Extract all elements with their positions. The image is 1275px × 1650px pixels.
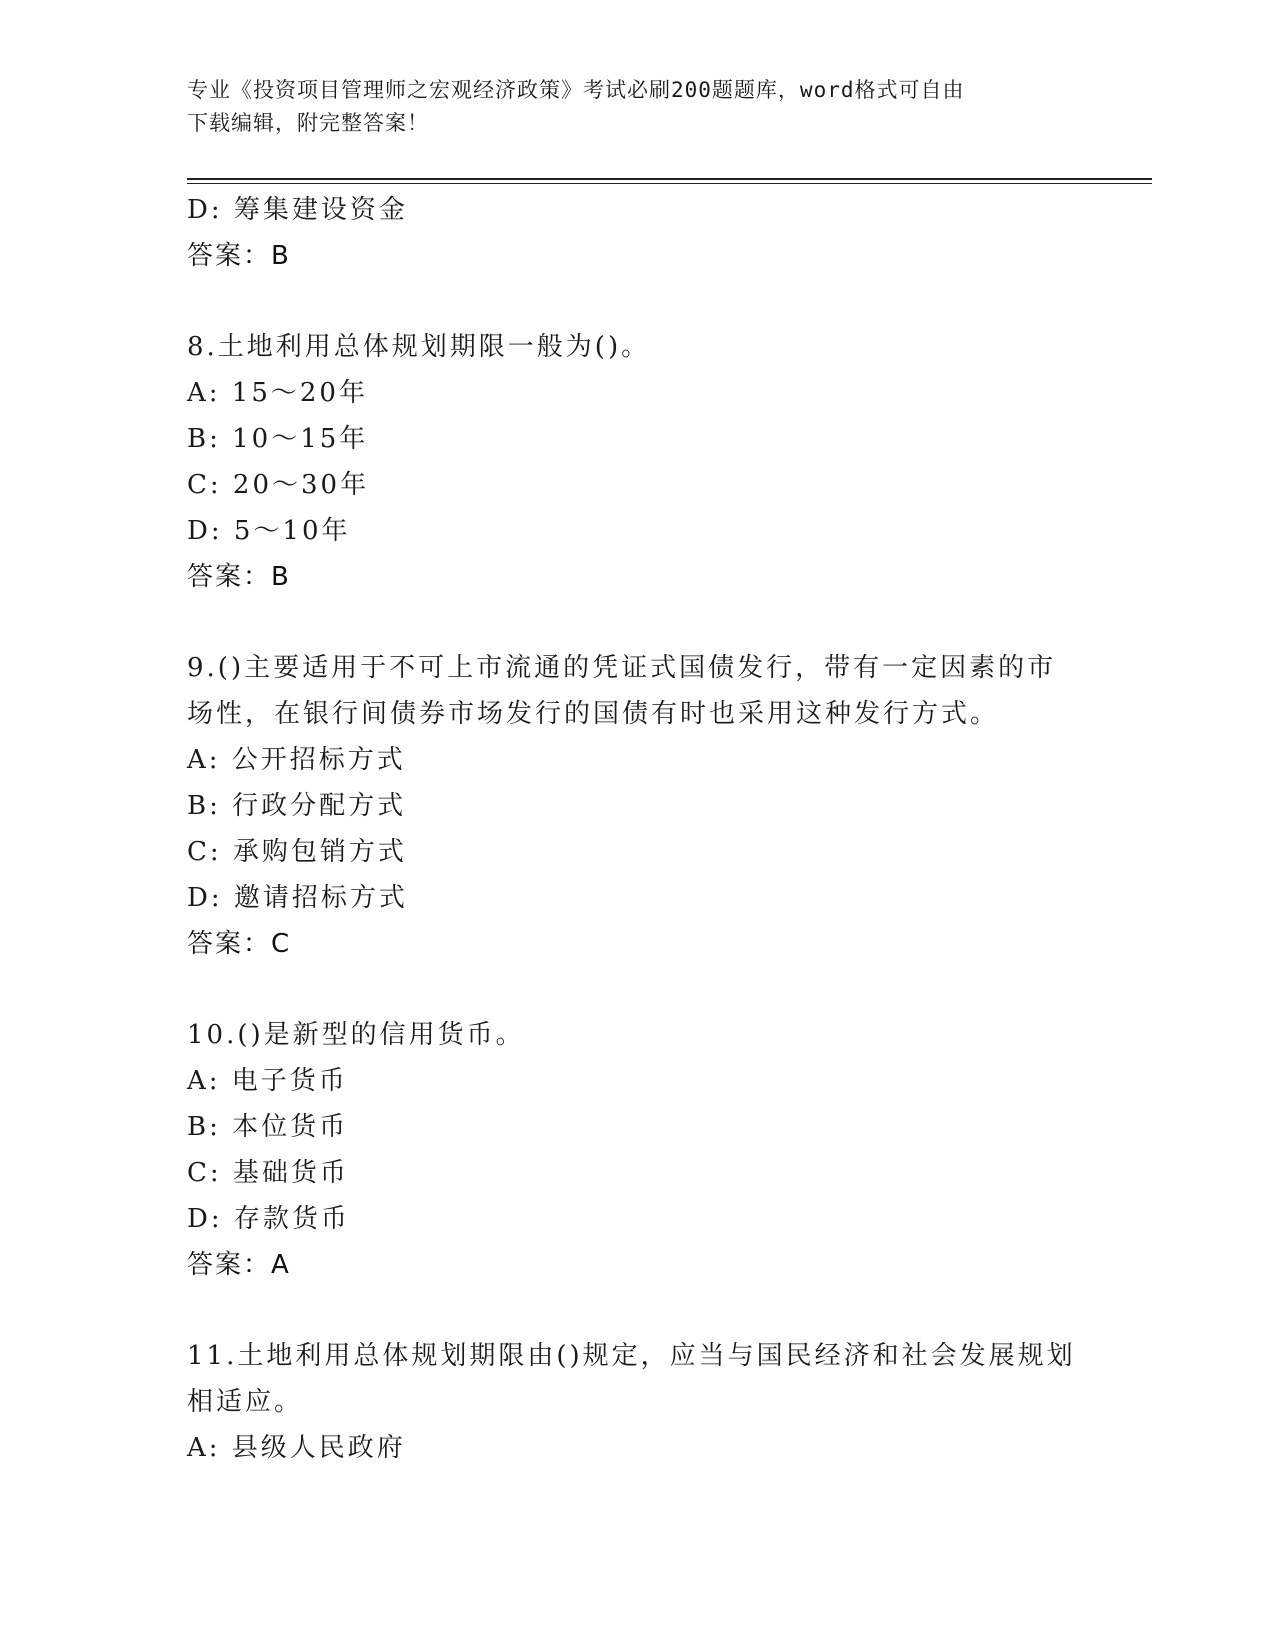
question-10-option-b: B: 本位货币 bbox=[187, 1112, 349, 1142]
header-title-line-2: 下载编辑，附完整答案！ bbox=[187, 111, 429, 135]
header-divider-thick bbox=[187, 178, 1152, 180]
question-10-stem: 10.()是新型的信用货币。 bbox=[187, 1020, 525, 1050]
question-8-answer: 答案：B bbox=[187, 562, 291, 592]
question-list bbox=[187, 187, 1087, 1471]
question-9-option-a: A: 公开招标方式 bbox=[187, 745, 406, 775]
question-8-stem-text: 8.土地利用总体规划期限一般为()。 bbox=[187, 332, 651, 362]
question-8-option-b: B: 10～15年 bbox=[187, 424, 369, 454]
spacer bbox=[187, 1288, 1087, 1333]
question-10-option-c: C: 基础货币 bbox=[187, 1158, 349, 1188]
question-10-option-a: A: 电子货币 bbox=[187, 1066, 348, 1096]
question-9-answer: 答案：C bbox=[187, 929, 292, 959]
spacer bbox=[187, 279, 1087, 324]
question-9-stem-line-2: 场性，在银行间债券市场发行的国债有时也采用这种发行方式。 bbox=[187, 699, 1000, 729]
question-8-option-d: D: 5～10年 bbox=[187, 516, 351, 546]
question-9-option-d: D: 邀请招标方式 bbox=[187, 883, 408, 913]
question-11-stem-line-1: 11.土地利用总体规划期限由()规定，应当与国民经济和社会发展规划 bbox=[187, 1341, 1076, 1371]
question-10-answer: 答案：A bbox=[187, 1250, 291, 1280]
question-8-option-c: C: 20～30年 bbox=[187, 470, 370, 500]
header-divider-thin bbox=[187, 183, 1152, 184]
question-9-option-c: C: 承购包销方式 bbox=[187, 837, 407, 867]
question-7-option-d: D: 筹集建设资金 bbox=[187, 195, 408, 225]
question-10-option-d: D: 存款货币 bbox=[187, 1204, 350, 1234]
question-11-option-a: A: 县级人民政府 bbox=[187, 1433, 406, 1463]
question-8-option-a: A: 15～20年 bbox=[187, 378, 368, 408]
header-title-line-1: 专业《投资项目管理师之宏观经济政策》考试必刷200题题库，word格式可自由 bbox=[187, 78, 965, 102]
document-header bbox=[187, 74, 1067, 140]
spacer bbox=[187, 967, 1087, 1012]
question-11-stem-line-2: 相适应。 bbox=[187, 1387, 304, 1417]
question-9-option-b: B: 行政分配方式 bbox=[187, 791, 407, 821]
spacer bbox=[187, 600, 1087, 645]
question-8-stem bbox=[187, 324, 1067, 370]
question-7-answer: 答案：B bbox=[187, 241, 291, 271]
question-9-stem-line-1: 9.()主要适用于不可上市流通的凭证式国债发行，带有一定因素的市 bbox=[187, 653, 1057, 683]
